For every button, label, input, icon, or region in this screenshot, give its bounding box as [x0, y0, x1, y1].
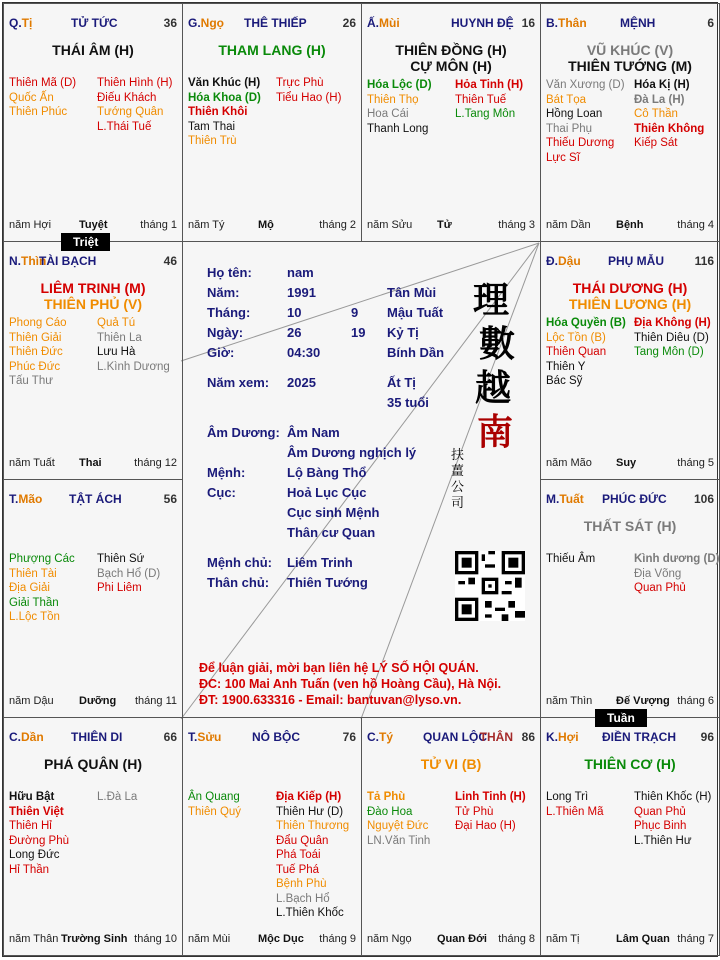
minor-star: Địa Kiếp (H): [276, 791, 342, 803]
minor-star: Thiên Việt: [9, 805, 64, 818]
main-stars: [4, 280, 182, 312]
main-stars: [362, 756, 540, 772]
minor-star: L.Tang Môn: [455, 108, 516, 120]
palace-name: PHỤ MẪU: [608, 254, 664, 268]
palace-stage: Suy: [616, 457, 637, 469]
main-star: CỰ MÔN (H): [410, 58, 492, 74]
year-can: Tân Mùi: [387, 285, 437, 300]
minor-star: Hỉ Thần: [9, 863, 50, 876]
minor-star: Linh Tinh (H): [455, 791, 526, 803]
palace-year: năm Thìn: [546, 695, 593, 707]
palace-age: 96: [700, 730, 714, 744]
palace-name: NÔ BỘC: [252, 730, 300, 744]
name-value: nam: [287, 265, 314, 280]
minor-star: Tướng Quân: [97, 106, 164, 118]
minor-star: Đào Hoa: [367, 805, 413, 818]
palace-mui[interactable]: [361, 3, 541, 242]
main-star: THAM LANG (H): [218, 42, 326, 58]
minor-star: Hóa Khoa (D): [188, 91, 261, 104]
amduong-label: Âm Dương:: [207, 425, 280, 440]
minor-star: Thiên Không: [634, 122, 705, 135]
thanchu-value: Thiên Tướng: [287, 575, 368, 590]
main-star: THÁI DƯƠNG (H): [572, 280, 688, 296]
minor-star: Giải Thần: [9, 596, 59, 609]
main-star: THIÊN LƯƠNG (H): [568, 296, 692, 312]
palace-year: năm Thân: [9, 933, 59, 945]
main-stars: [541, 42, 719, 74]
minor-stars-left: [188, 790, 241, 819]
minor-star: Thiên Tài: [9, 567, 57, 580]
palace-month: tháng 6: [677, 695, 714, 707]
palace-year: năm Tị: [546, 933, 580, 945]
minor-star: Đại Hao (H): [455, 820, 516, 832]
hour-can: Bính Dần: [387, 345, 445, 360]
minor-stars-left: [367, 790, 430, 848]
palace-stage: Bệnh: [616, 219, 644, 231]
menh-label: Mệnh:: [207, 465, 246, 480]
minor-star: Thiên Khôi: [188, 106, 248, 118]
palace-stage: Dưỡng: [79, 695, 117, 707]
day-solar: 26: [287, 325, 302, 340]
minor-star: LN.Văn Tinh: [367, 834, 431, 847]
day-label: Ngày:: [207, 325, 244, 340]
view-age: 35 tuổi: [387, 395, 429, 410]
main-stars: [541, 756, 719, 772]
amduong-note: Âm Dương nghịch lý: [287, 445, 417, 460]
minor-star: Kiếp Sát: [634, 137, 678, 149]
palace-age: 56: [163, 492, 177, 506]
menhchu-value: Liêm Trinh: [287, 555, 353, 570]
palace-stage: Trường Sinh: [61, 933, 128, 945]
triet-marker: Triệt: [61, 233, 110, 251]
palace-month: tháng 5: [677, 457, 714, 469]
palace-position: G.Ngọ: [188, 16, 224, 30]
palace-name: THIÊN DI: [71, 730, 123, 744]
day-can: Kỷ Tị: [387, 325, 419, 340]
palace-year: năm Ngọ: [367, 933, 412, 945]
palace-year: năm Mùi: [188, 933, 231, 945]
palace-month: tháng 3: [498, 219, 535, 231]
palace-year: năm Dậu: [9, 695, 54, 707]
minor-star: Thanh Long: [367, 122, 429, 135]
horoscope-board: [2, 2, 718, 957]
palace-month: tháng 2: [319, 219, 356, 231]
minor-star: Địa Võng: [634, 567, 682, 580]
cuc-label: Cục:: [207, 485, 236, 500]
palace-mao[interactable]: [3, 479, 183, 718]
palace-name: TÀI BẠCH: [39, 254, 97, 268]
minor-star: Quả Tú: [97, 317, 136, 329]
palace-name: TẬT ÁCH: [69, 492, 122, 506]
logo-char-4: 南: [477, 411, 514, 453]
minor-star: Thiên Hình (H): [97, 77, 173, 89]
palace-name: MỆNH: [620, 16, 656, 30]
minor-star: Thiên Sứ: [97, 553, 145, 565]
minor-star: L.Lộc Tồn: [9, 611, 60, 623]
palace-month: tháng 12: [134, 457, 177, 469]
palace-than[interactable]: [540, 3, 720, 242]
minor-star: Bệnh Phù: [276, 878, 327, 890]
minor-stars-right: [97, 316, 170, 374]
palace-stage: Tuyệt: [79, 219, 108, 231]
minor-star: Thiên Khốc (H): [634, 791, 712, 803]
menhchu-label: Mệnh chủ:: [207, 555, 272, 570]
palace-dau[interactable]: [540, 241, 720, 480]
palace-name: QUAN LỘC: [423, 730, 487, 744]
minor-star: Tả Phù: [367, 791, 406, 803]
minor-stars-left: [546, 316, 626, 389]
palace-month: tháng 10: [134, 933, 177, 945]
contact-line-3[interactable]: ĐT: 1900.633316 - Email: bantuvan@lyso.vn.: [199, 693, 462, 707]
palace-stage: Tử: [437, 219, 452, 231]
palace-year: năm Hợi: [9, 219, 52, 231]
month-lunar: 9: [351, 305, 359, 320]
view-year-value: 2025: [287, 375, 316, 390]
main-stars: [541, 518, 719, 534]
view-year-can: Ất Tị: [387, 375, 416, 390]
minor-star: Địa Không (H): [634, 317, 711, 329]
logo-calligraphy: [451, 278, 523, 511]
palace-name: HUYNH ĐỆ: [451, 16, 514, 30]
minor-star: L.Kình Dương: [97, 360, 170, 373]
minor-stars-left: [188, 76, 261, 149]
palace-month: tháng 11: [134, 695, 177, 707]
minor-star: Thiên Mã (D): [9, 77, 77, 89]
palace-stage: Lâm Quan: [616, 933, 670, 945]
minor-star: Thiên Thọ: [367, 93, 419, 106]
minor-star: Tử Phù: [455, 805, 494, 818]
minor-star: Đẩu Quân: [276, 834, 329, 847]
minor-star: Thiên Giải: [9, 331, 62, 344]
minor-star: Phi Liêm: [97, 582, 142, 594]
minor-star: Thiên Quan: [546, 346, 607, 358]
minor-star: L.Thiên Mã: [546, 805, 604, 818]
palace-year: năm Tý: [188, 219, 225, 231]
minor-stars-left: [546, 78, 625, 165]
palace-month: tháng 7: [677, 933, 714, 945]
palace-name: TỬ TỨC: [71, 16, 118, 30]
main-star: VŨ KHÚC (V): [586, 42, 674, 58]
palace-age: 66: [163, 730, 177, 744]
minor-star: Hóa Lộc (D): [367, 79, 432, 91]
palace-position: Q.Tị: [9, 16, 33, 30]
palace-suu[interactable]: [182, 717, 362, 956]
minor-stars-right: [97, 552, 160, 596]
minor-star: Bạch Hổ (D): [97, 567, 161, 580]
minor-star: Thiên Hỉ: [9, 820, 52, 832]
minor-star: Phục Binh: [634, 820, 687, 832]
minor-star: Quan Phủ: [634, 582, 686, 594]
main-stars: [4, 756, 182, 772]
minor-star: Lực Sĩ: [546, 151, 580, 164]
minor-star: L.Bạch Hổ: [276, 892, 330, 905]
palace-stage: Đế Vượng: [616, 695, 670, 707]
menh-value: Lộ Bàng Thổ: [287, 465, 367, 480]
minor-stars-left: [9, 790, 69, 877]
main-star: THẤT SÁT (H): [583, 518, 677, 534]
minor-star: Trực Phù: [276, 77, 324, 89]
minor-star: Tiểu Hao (H): [276, 91, 342, 104]
palace-position: K.Hợi: [546, 730, 579, 744]
minor-star: Thiên Đức: [9, 346, 63, 358]
logo-char-2: 數: [479, 323, 516, 365]
palace-name: PHÚC ĐỨC: [602, 492, 667, 506]
palace-thin[interactable]: [3, 241, 183, 480]
minor-star: Văn Khúc (H): [188, 77, 261, 89]
main-star: THIÊN PHỦ (V): [44, 296, 142, 312]
palace-name: ĐIỀN TRẠCH: [602, 730, 676, 744]
main-star: THIÊN TƯỚNG (M): [568, 58, 692, 74]
palace-age: 16: [521, 16, 535, 30]
palace-position: T.Mão: [9, 492, 43, 506]
palace-tuat[interactable]: [540, 479, 720, 718]
minor-star: Cô Thần: [634, 108, 678, 120]
minor-star: Thiên Thương: [276, 820, 350, 832]
minor-star: Văn Xương (D): [546, 79, 625, 91]
than-marker: THÂN: [479, 730, 513, 744]
minor-stars-left: [9, 552, 75, 625]
minor-star: Phúc Đức: [9, 360, 61, 373]
minor-stars-right: [634, 316, 711, 360]
minor-stars-right: [97, 790, 137, 805]
cuc-note-1: Cục sinh Mệnh: [287, 505, 380, 520]
minor-star: Bác Sỹ: [546, 375, 583, 387]
minor-star: Thiên Y: [546, 360, 586, 373]
minor-stars-left: [9, 76, 76, 120]
tuan-marker: Tuần: [595, 709, 647, 727]
main-star: THÁI ÂM (H): [52, 42, 134, 58]
minor-stars-right: [634, 552, 719, 596]
palace-position: Ấ.Mùi: [367, 16, 400, 30]
palace-ti[interactable]: [3, 3, 183, 242]
minor-stars-left: [367, 78, 432, 136]
main-stars: [541, 280, 719, 312]
palace-stage: Mộ: [258, 219, 274, 231]
minor-stars-right: [276, 790, 349, 921]
month-can: Mậu Tuất: [387, 305, 444, 320]
minor-star: Tuế Phá: [276, 863, 320, 876]
palace-position: M.Tuất: [546, 492, 584, 506]
minor-star: Đường Phù: [9, 834, 69, 847]
cuc-note-2: Thân cư Quan: [287, 525, 376, 540]
minor-star: L.Thiên Hư: [634, 834, 692, 847]
palace-stage: Quan Đới: [437, 933, 487, 945]
minor-star: Tang Môn (D): [634, 346, 704, 358]
palace-age: 106: [693, 492, 714, 506]
minor-star: Điếu Khách: [97, 91, 157, 104]
palace-month: tháng 9: [319, 933, 356, 945]
minor-stars-left: [546, 790, 604, 819]
main-star: THIÊN ĐỒNG (H): [395, 42, 507, 58]
minor-star: Bát Tọa: [546, 93, 587, 106]
palace-month: tháng 4: [677, 219, 714, 231]
palace-age: 86: [521, 730, 535, 744]
minor-stars-right: [276, 76, 341, 105]
minor-stars-right: [455, 790, 526, 834]
view-year-label: Năm xem:: [207, 375, 270, 390]
thanchu-label: Thân chủ:: [207, 575, 270, 590]
minor-star: Phượng Các: [9, 553, 75, 565]
minor-star: Thiên Trù: [188, 135, 237, 147]
minor-star: Long Trì: [546, 791, 589, 803]
palace-stage: Mộc Dục: [258, 933, 304, 945]
name-label: Họ tên:: [207, 265, 252, 280]
minor-stars-right: [634, 78, 704, 151]
minor-star: Ân Quang: [188, 791, 240, 803]
palace-position: Đ.Dậu: [546, 254, 581, 268]
minor-star: Quốc Ấn: [9, 91, 54, 104]
minor-star: Thiên Phúc: [9, 106, 68, 118]
contact-line-2: ĐC: 100 Mai Anh Tuấn (ven hồ Hoàng Cầu), Hà Nội.: [199, 677, 502, 691]
logo-seal-text: 扶 薑 公 司: [451, 448, 465, 511]
qr-code[interactable]: [455, 551, 525, 621]
minor-stars-right: [97, 76, 172, 134]
minor-star: Thiếu Dương: [546, 137, 615, 149]
palace-age: 76: [342, 730, 356, 744]
logo-char-3: 越: [475, 367, 512, 409]
hour-value: 04:30: [287, 345, 321, 360]
minor-star: Tấu Thư: [9, 375, 53, 387]
minor-star: Quan Phủ: [634, 805, 686, 818]
minor-star: Phá Toái: [276, 849, 321, 861]
palace-age: 116: [694, 254, 714, 268]
palace-age: 26: [342, 16, 356, 30]
minor-stars-right: [455, 78, 523, 122]
minor-star: Kình dương (D): [634, 553, 720, 565]
palace-age: 46: [163, 254, 177, 268]
minor-stars-left: [9, 316, 67, 389]
hour-label: Giờ:: [207, 345, 235, 360]
palace-month: tháng 8: [498, 933, 535, 945]
minor-star: Đà La (H): [634, 93, 685, 106]
day-lunar: 19: [351, 325, 366, 340]
main-stars: [4, 42, 182, 58]
minor-stars-left: [546, 552, 595, 567]
minor-star: Thiên Tuế: [455, 93, 507, 106]
minor-star: Thiên Diêu (D): [634, 331, 709, 344]
palace-position: C.Tý: [367, 730, 394, 744]
palace-position: B.Thân: [546, 16, 587, 30]
year-label: Năm:: [207, 285, 240, 300]
logo-char-1: 理: [473, 279, 510, 321]
minor-star: Thiên Hư (D): [276, 805, 344, 818]
palace-age: 36: [163, 16, 177, 30]
main-star: TỬ VI (B): [420, 756, 482, 772]
minor-star: Hồng Loan: [546, 108, 603, 120]
minor-star: Hoa Cái: [367, 108, 409, 120]
minor-star: Địa Giải: [9, 582, 50, 594]
palace-year: năm Tuất: [9, 457, 55, 469]
palace-year: năm Dần: [546, 219, 591, 231]
main-stars: [362, 42, 540, 74]
palace-name: THÊ THIẾP: [244, 16, 307, 30]
minor-star: Hóa Quyền (B): [546, 317, 626, 329]
month-solar: 10: [287, 305, 302, 320]
minor-star: Lộc Tồn (B): [546, 331, 606, 344]
year-value: 1991: [287, 285, 316, 300]
palace-stage: Thai: [79, 457, 102, 469]
minor-star: Thiên Quý: [188, 805, 242, 818]
minor-star: L.Thiên Khốc: [276, 907, 344, 919]
minor-star: Lưu Hà: [97, 346, 136, 358]
palace-year: năm Sửu: [367, 219, 413, 231]
palace-position: N.Thìn: [9, 254, 47, 268]
palace-position: T.Sửu: [188, 730, 222, 744]
palace-hoi[interactable]: [540, 717, 720, 956]
minor-star: L.Đà La: [97, 791, 138, 803]
minor-star: Tam Thai: [188, 120, 236, 133]
palace-ngo[interactable]: [182, 3, 362, 242]
cuc-value: Hoả Lục Cục: [287, 485, 367, 500]
minor-star: Long Đức: [9, 849, 60, 861]
palace-age: 6: [707, 16, 714, 30]
palace-dan[interactable]: [3, 717, 183, 956]
palace-position: C.Dần: [9, 730, 44, 744]
minor-star: Nguyệt Đức: [367, 820, 429, 832]
palace-year: năm Mão: [546, 457, 592, 469]
amduong-value: Âm Nam: [287, 425, 340, 440]
minor-stars-right: [634, 790, 711, 848]
minor-star: Thiên La: [97, 331, 142, 344]
minor-star: Hóa Kị (H): [634, 79, 690, 91]
main-star: THIÊN CƠ (H): [584, 756, 676, 772]
minor-star: Thiếu Âm: [546, 553, 596, 565]
main-star: LIÊM TRINH (M): [40, 280, 146, 296]
minor-star: Phong Cáo: [9, 317, 67, 329]
main-stars: [183, 42, 361, 58]
palace-ty[interactable]: [361, 717, 541, 956]
month-label: Tháng:: [207, 305, 251, 320]
contact-line-1: Để luận giải, mời bạn liên hệ LÝ SỐ HỘI QUÁN.: [199, 661, 479, 675]
main-star: PHÁ QUÂN (H): [44, 756, 142, 772]
minor-star: Hỏa Tinh (H): [455, 79, 524, 91]
palace-month: tháng 1: [140, 219, 177, 231]
minor-star: Hữu Bật: [9, 791, 55, 803]
minor-star: L.Thái Tuế: [97, 120, 152, 133]
minor-star: Thai Phụ: [546, 122, 593, 135]
